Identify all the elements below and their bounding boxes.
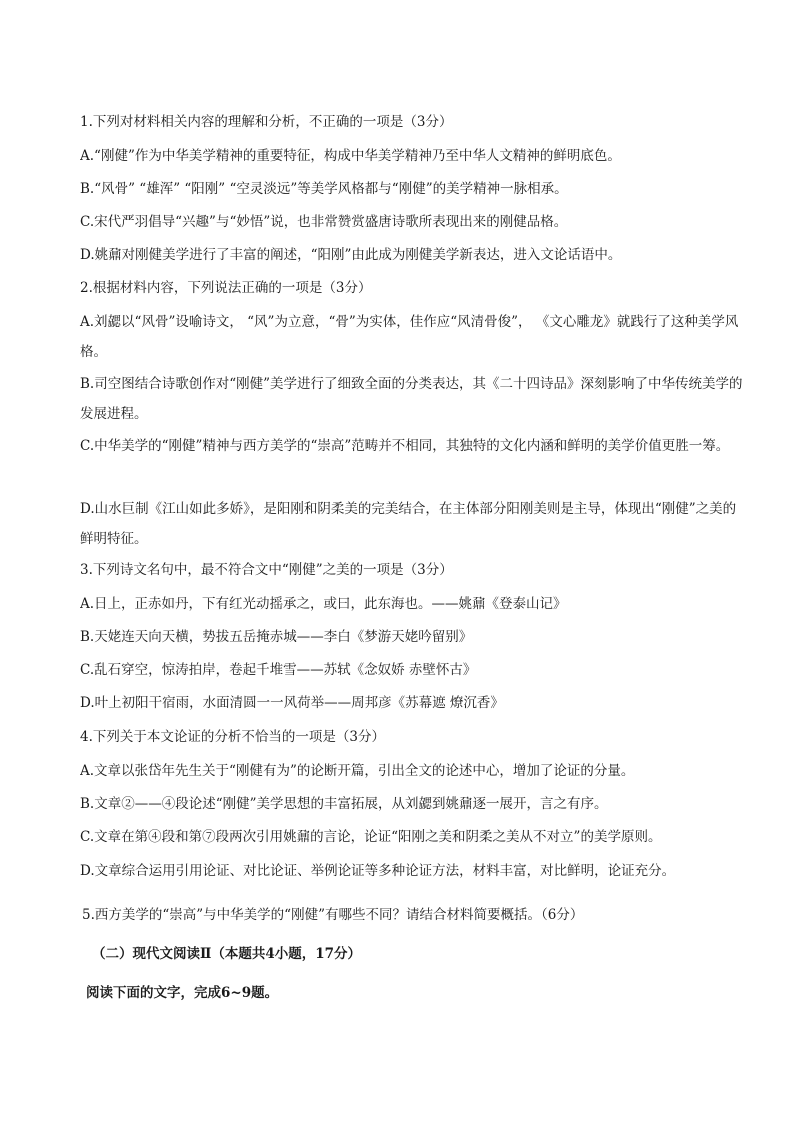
- q2-stem: 2.根据材料内容，下列说法正确的一项是（3分）: [80, 280, 372, 296]
- q2-option-d: D.山水巨制《江山如此多娇》，是阳刚和阴柔美的完美结合，在主体部分阳刚美则是主导，体现出“刚健”之美的鲜明特征。: [80, 501, 737, 547]
- q4-option-c: C.文章在第④段和第⑦段两次引用姚鼐的言论，论证“阳刚之美和阴柔之美从不对立”的美学原则。: [80, 829, 662, 845]
- section-heading: （二）现代文阅读Ⅱ（本题共4小题，17分）: [92, 946, 362, 962]
- q1-option-c: C.宋代严羽倡导“兴趣”与“妙悟”说，也非常赞赏盛唐诗歌所表现出来的刚健品格。: [80, 214, 568, 230]
- q3-option-a: A.日上，正赤如丹，下有红光动摇承之，或曰，此东海也。——姚鼐《登泰山记》: [80, 596, 567, 612]
- q4-option-d: D.文章综合运用引用论证、对比论证、举例论证等多种论证方法，材料丰富，对比鲜明，论证充分。: [80, 863, 676, 879]
- q4-stem: 4.下列关于本文论证的分析不恰当的一项是（3分）: [80, 729, 385, 745]
- q5-stem: 5.西方美学的“崇高”与中华美学的“刚健”有哪些不同？请结合材料简要概括。（6分）: [82, 907, 584, 923]
- q2-option-b: B.司空图结合诗歌创作对“刚健”美学进行了细致全面的分类表达，其《二十四诗品》深刻影响了中华传统美学的发展进程。: [80, 376, 743, 422]
- q2-option-c: C.中华美学的“刚健”精神与西方美学的“崇高”范畴并不相同，其独特的文化内涵和鲜明的美学价值更胜一筹。: [80, 438, 730, 454]
- q3-stem: 3.下列诗文名句中，最不符合文中“刚健”之美的一项是（3分）: [80, 562, 453, 578]
- q2-option-a: A.刘勰以“风骨”设喻诗文， “风”为立意，“骨”为实体，佳作应“风清骨俊”， 《文心雕龙》就践行了这种美学风格。: [80, 314, 739, 360]
- q1-option-b: B.“风骨” “雄浑” “阳刚” “空灵淡远”等美学风格都与“刚健”的美学精神一脉相承。: [80, 181, 568, 197]
- q3-option-c: C.乱石穿空，惊涛拍岸，卷起千堆雪——苏轼《念奴娇 赤壁怀古》: [80, 662, 477, 678]
- q4-option-a: A.文章以张岱年先生关于“刚健有为”的论断开篇，引出全文的论述中心，增加了论证的分量。: [80, 763, 635, 779]
- section-instruction: 阅读下面的文字，完成6~9题。: [86, 985, 279, 1001]
- q4-option-b: B.文章②——④段论述“刚健”美学思想的丰富拓展，从刘勰到姚鼐逐一展开，言之有序。: [80, 796, 608, 812]
- q3-option-d: D.叶上初阳干宿雨，水面清圆一一风荷举——周邦彦《苏幕遮 燎沉香》: [80, 695, 504, 711]
- q1-option-d: D.姚鼐对刚健美学进行了丰富的阐述，“阳刚”由此成为刚健美学新表达，进入文论话语中。: [80, 247, 622, 263]
- q1-option-a: A.“刚健”作为中华美学精神的重要特征，构成中华美学精神乃至中华人文精神的鲜明底色。: [80, 148, 621, 164]
- q1-stem: 1.下列对材料相关内容的理解和分析，不正确的一项是（3分）: [80, 114, 453, 130]
- q3-option-b: B.天姥连天向天横，势拔五岳掩赤城——李白《梦游天姥吟留别》: [80, 629, 473, 645]
